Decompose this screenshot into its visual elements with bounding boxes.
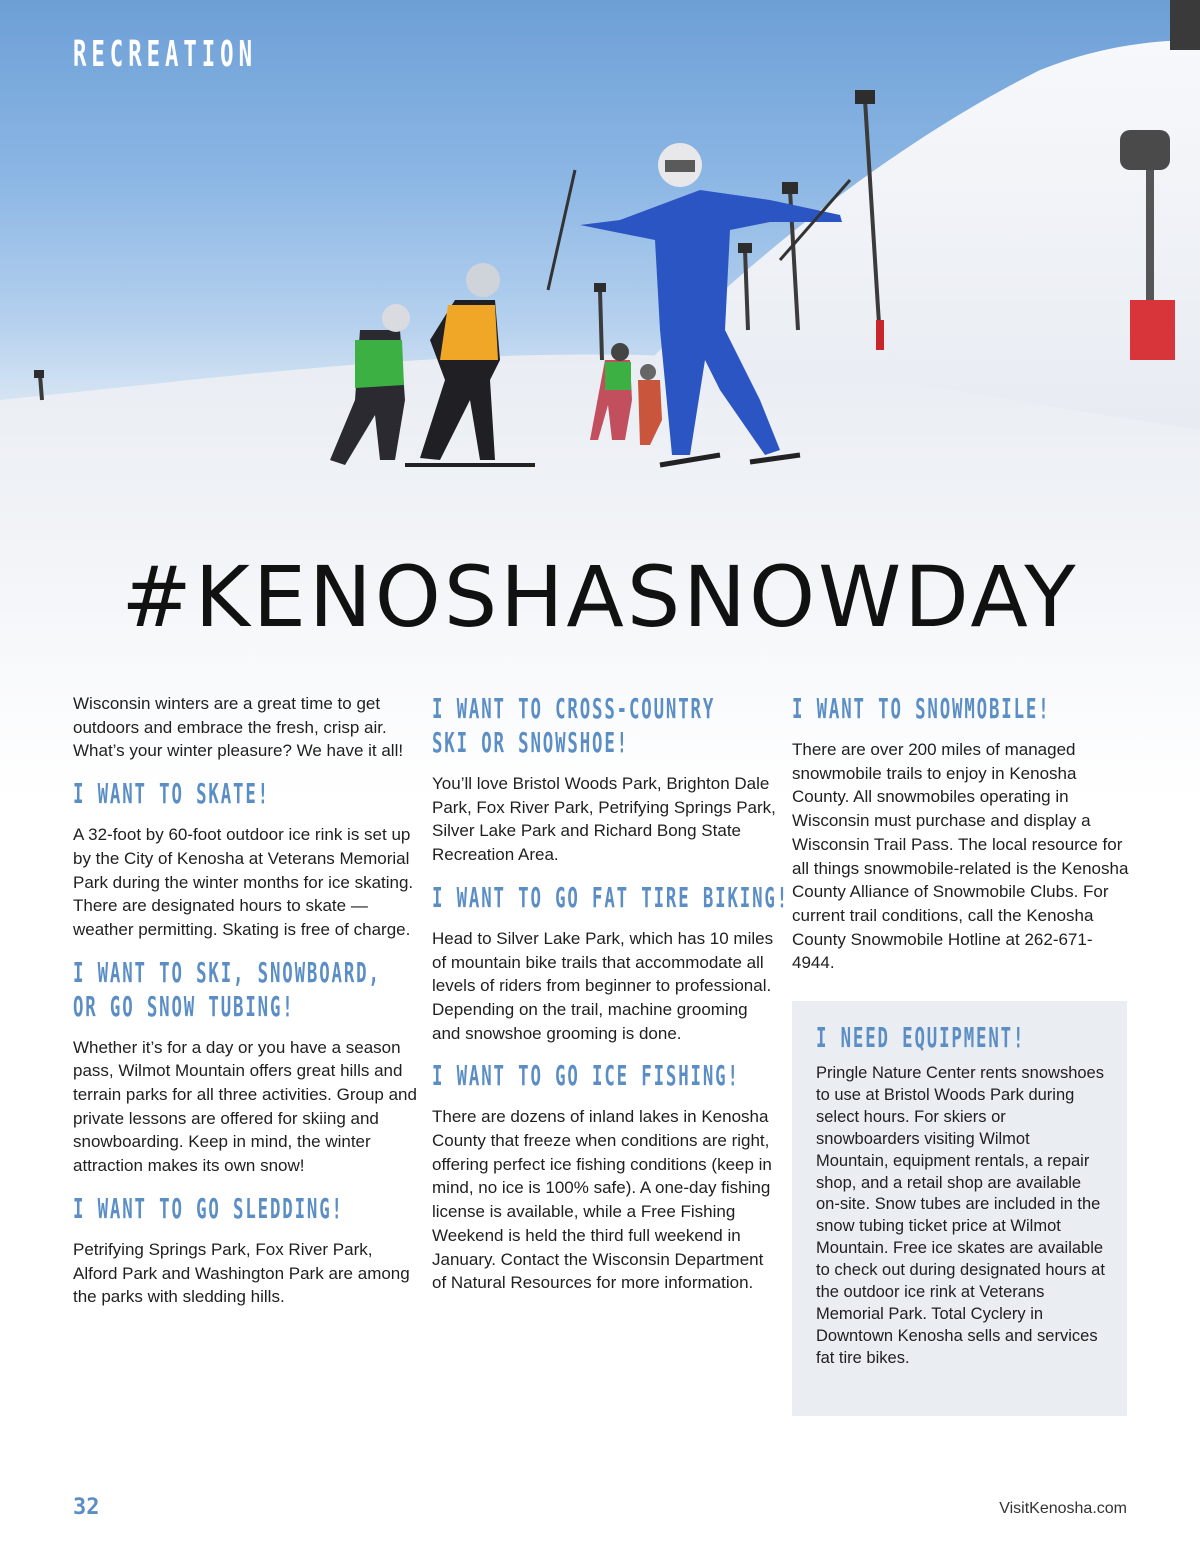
ski-paragraph: Whether it’s for a day or you have a season pass, Wilmot Mountain offers great hills and terrain parks for all three activities. Group and private lessons are offered for skiing and snowboarding. Keep in mind, the winter attraction makes its own snow! (73, 1037, 417, 1176)
equipment-heading: I NEED EQUIPMENT! (816, 1021, 1026, 1054)
fattire-heading: I WANT TO GO FAT TIRE BIKING! (432, 880, 790, 914)
crosscountry-heading-line1: I WANT TO CROSS-COUNTRY (432, 692, 716, 725)
section-label: RECREATION (73, 34, 257, 75)
skate-heading: I WANT TO SKATE! (73, 777, 270, 811)
snowmobile-paragraph: There are over 200 miles of managed snowmobile trails to enjoy in Kenosha County. All snowmobiles operating in Wisconsin must purchase and display a Wisconsin Trail Pass. The local resource for all things snowmobile-related is the Kenosha County Alliance of Snowmobile Clubs. For current trail conditions, call the Kenosha County Snowmobile Hotline at 262-671-4944. (792, 740, 1129, 973)
crosscountry-heading (432, 692, 716, 760)
icefishing-paragraph: There are dozens of inland lakes in Kenosha County that freeze when conditions are right, offering perfect ice fishing conditions (keep in mind, no ice is 100% safe). A one-day fishing license is available, while a Free Fishing Weekend is held the third full weekend in January. Contact the Wisconsin Department of Natural Resources for more information. (432, 1107, 772, 1293)
intro-paragraph: Wisconsin winters are a great time to get outdoors and embrace the fresh, crisp air. What’s your winter pleasure? We have it all! (73, 694, 404, 761)
ski-heading-line2: OR GO SNOW TUBING! (73, 989, 295, 1023)
website-link[interactable]: VisitKenosha.com (999, 1500, 1127, 1517)
skate-paragraph: A 32-foot by 60-foot outdoor ice rink is set up by the City of Kenosha at Veterans Memorial Park during the winter months for ice skating. There are designated hours to skate — weather permitting. Skating is free of charge. (73, 825, 414, 939)
column-right (792, 692, 1132, 975)
sledding-paragraph: Petrifying Springs Park, Fox River Park, Alford Park and Washington Park are among the parks with sledding hills. (73, 1239, 410, 1307)
icefishing-heading: I WANT TO GO ICE FISHING! (432, 1059, 740, 1093)
crosscountry-paragraph: You’ll love Bristol Woods Park, Brighton Dale Park, Fox River Park, Petrifying Springs Park, Silver Lake Park and Richard Bong State Recreation Area. (432, 774, 776, 865)
equipment-sidebar (792, 1001, 1127, 1416)
column-left (73, 692, 418, 1309)
ski-heading (73, 955, 381, 1024)
crosscountry-heading-line2: SKI OR SNOWSHOE! (432, 726, 629, 759)
page-title: #KENOSHASNOWDAY (121, 548, 1079, 646)
page-number: 32 (73, 1495, 100, 1520)
snowmobile-heading: I WANT TO SNOWMOBILE! (792, 692, 1051, 725)
sledding-heading: I WANT TO GO SLEDDING! (73, 1191, 344, 1225)
fattire-paragraph: Head to Silver Lake Park, which has 10 miles of mountain bike trails that accommodate all levels of riders from beginner to professional. Depending on the trail, machine grooming and snowshoe grooming is done. (432, 928, 774, 1043)
column-middle (432, 692, 790, 1295)
equipment-paragraph: Pringle Nature Center rents snowshoes to use at Bristol Woods Park during select hours. For skiers or snowboarders visiting Wilmot Mountain, equipment rentals, a repair shop, and a retail shop are available on-site. Snow tubes are included in the snow tubing ticket price at Wilmot Mountain. Free ice skates are available to check out during designated hours at the outdoor ice rink at Veterans Memorial Park. Total Cyclery in Downtown Kenosha sells and services fat tire bikes. (816, 1064, 1105, 1367)
ski-heading-line1: I WANT TO SKI, SNOWBOARD, (73, 955, 381, 989)
